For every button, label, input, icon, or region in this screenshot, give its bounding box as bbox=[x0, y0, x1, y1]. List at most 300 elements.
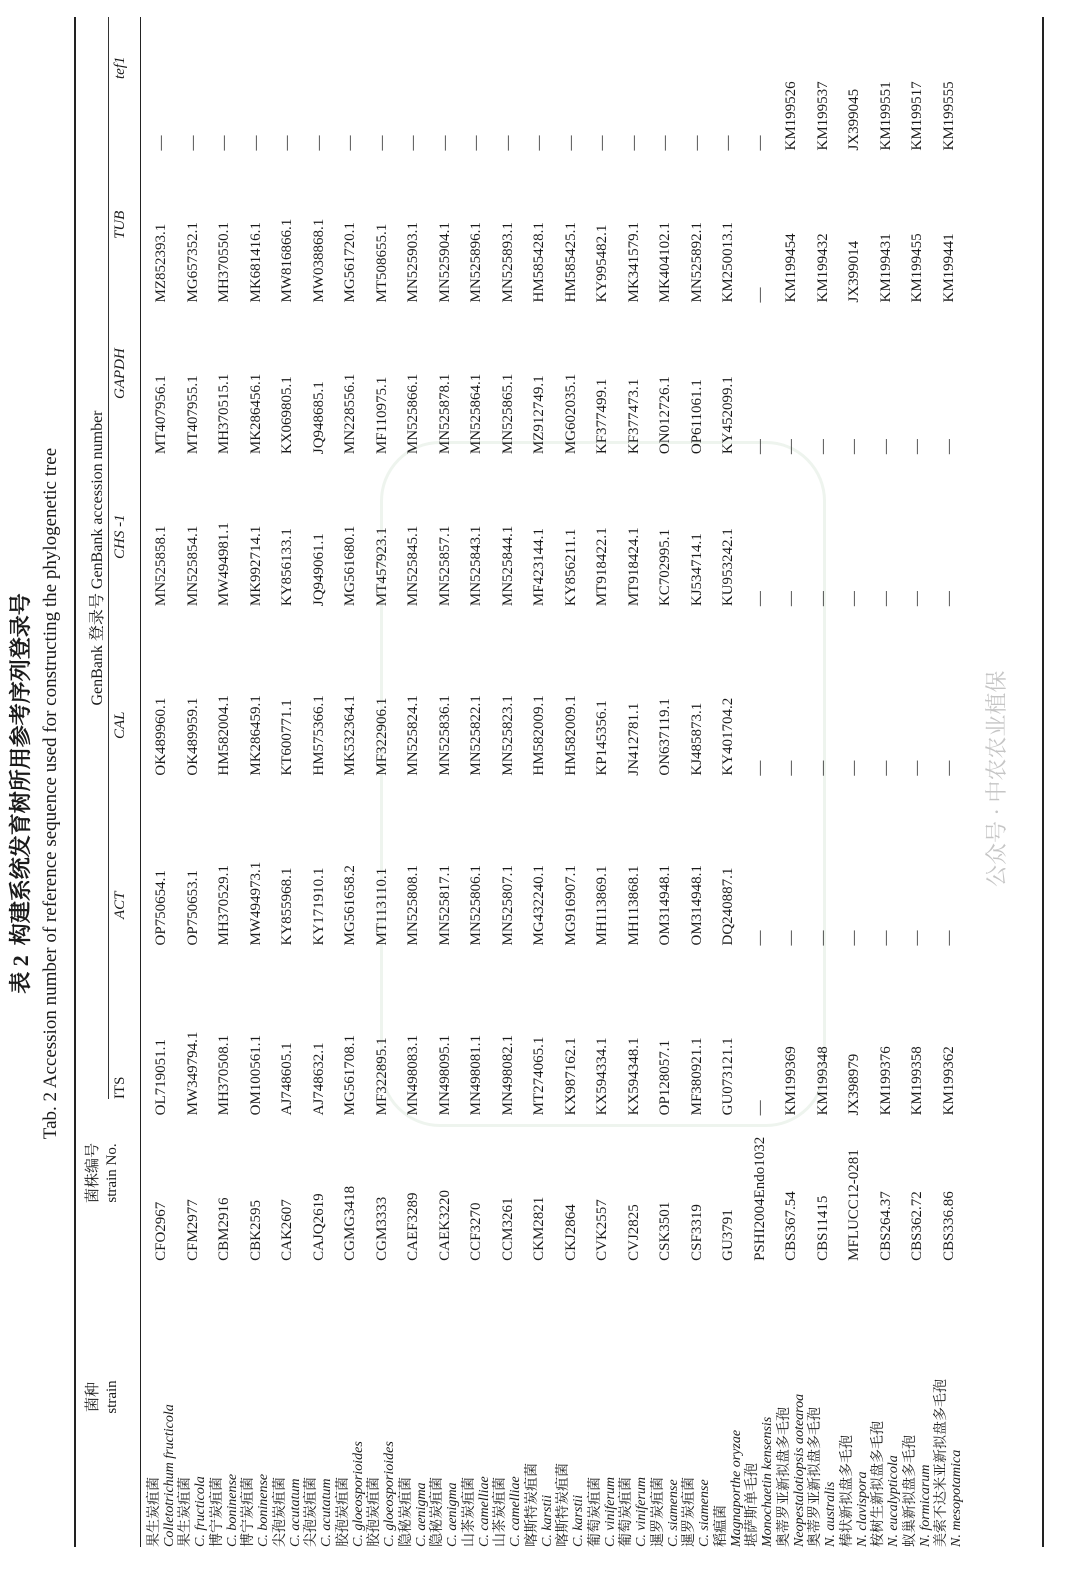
strain-no-cell: CKJ2864 bbox=[562, 1204, 579, 1261]
table-row bbox=[587, 0, 619, 1547]
strain-cell bbox=[871, 1261, 903, 1547]
accession-cell-act: — bbox=[814, 930, 831, 946]
accession-cell-its: KM199376 bbox=[877, 1046, 894, 1116]
accession-cell-tub: KM250013.1 bbox=[720, 222, 737, 303]
accession-cell-tef: — bbox=[436, 135, 453, 151]
accession-cell-chs: — bbox=[909, 591, 926, 607]
strain-name-cn: 山茶炭疽菌 bbox=[493, 1477, 509, 1547]
table-row bbox=[493, 0, 525, 1547]
accession-cell-cal: MF322906.1 bbox=[373, 697, 390, 776]
accession-cell-tub: JX399014 bbox=[846, 240, 863, 303]
accession-cell-tef: KM199551 bbox=[877, 81, 894, 151]
strain-name-latin: N. formicarum bbox=[917, 1464, 933, 1547]
table-row bbox=[178, 0, 210, 1547]
accession-cell-act: MN525817.1 bbox=[436, 865, 453, 946]
accession-cell-gapdh: — bbox=[909, 439, 926, 455]
strain-name-latin: Magnaporthe oryzae bbox=[728, 1429, 744, 1547]
strain-cell bbox=[902, 1261, 934, 1547]
strain-no-cell: CCM3261 bbox=[499, 1197, 516, 1261]
strain-name-cn: 堪萨斯单毛孢 bbox=[745, 1463, 761, 1547]
strain-name-latin: Colletotrichum fructicola bbox=[161, 1404, 177, 1547]
accession-cell-tef: KM199517 bbox=[909, 81, 926, 151]
strain-no-cell: CVK2557 bbox=[594, 1199, 611, 1261]
strain-no-cell: CAJQ2619 bbox=[310, 1193, 327, 1261]
accession-cell-gapdh: OP611061.1 bbox=[688, 379, 705, 455]
accession-cell-its: MH370508.1 bbox=[216, 1034, 233, 1116]
accession-cell-tef: — bbox=[247, 135, 264, 151]
accession-cell-gapdh: — bbox=[814, 439, 831, 455]
strain-no-cell: CAEF3289 bbox=[405, 1192, 422, 1261]
strain-name-cn: 果生炭疽菌 bbox=[178, 1477, 194, 1547]
accession-cell-tef: — bbox=[468, 135, 485, 151]
strain-cell bbox=[587, 1261, 619, 1547]
accession-cell-its: OM100561.1 bbox=[247, 1034, 264, 1116]
accession-cell-tef: JX399045 bbox=[846, 88, 863, 151]
strain-name-latin: C. aenigma bbox=[445, 1482, 461, 1547]
strain-name-cn: 博宁炭疽菌 bbox=[209, 1477, 225, 1547]
accession-cell-tub: MG657352.1 bbox=[184, 222, 201, 303]
strain-no-header-cn: 菌株编号 bbox=[85, 1143, 101, 1204]
accession-cell-chs: KU953242.1 bbox=[720, 528, 737, 607]
accession-cell-chs: MN525845.1 bbox=[405, 525, 422, 607]
table-row bbox=[808, 0, 840, 1547]
strain-no-cell: CVJ2825 bbox=[625, 1204, 642, 1261]
strain-name-latin: Neopestalotiopsis aotearoa bbox=[791, 1393, 807, 1547]
table-row bbox=[776, 0, 808, 1547]
accession-cell-chs: MG561680.1 bbox=[342, 525, 359, 607]
accession-cell-cal: HM575366.1 bbox=[310, 695, 327, 776]
table-title-cn bbox=[4, 0, 35, 1587]
table-row bbox=[934, 0, 966, 1547]
accession-cell-cal: HM582009.1 bbox=[562, 695, 579, 776]
strain-name-cn: 暹罗炭疽菌 bbox=[682, 1477, 698, 1547]
accession-cell-tub: MN525896.1 bbox=[468, 222, 485, 303]
accession-cell-tef: — bbox=[720, 135, 737, 151]
strain-no-cell: CSF3319 bbox=[688, 1204, 705, 1261]
accession-cell-act: — bbox=[940, 930, 957, 946]
accession-cell-chs: JQ949061.1 bbox=[310, 533, 327, 607]
strain-name-cn: 暹罗炭疽菌 bbox=[650, 1477, 666, 1547]
accession-cell-act: — bbox=[751, 930, 768, 946]
strain-name-cn: 隐秘炭疽菌 bbox=[398, 1477, 414, 1547]
accession-cell-cal: MN525822.1 bbox=[468, 695, 485, 776]
strain-name-cn: 胶孢炭疽菌 bbox=[335, 1477, 351, 1547]
accession-cell-gapdh: MT407956.1 bbox=[153, 375, 170, 455]
accession-cell-tub: MZ852393.1 bbox=[153, 223, 170, 303]
strain-name-latin: C. acutatum bbox=[287, 1478, 303, 1547]
accession-cell-tub: MN525903.1 bbox=[405, 222, 422, 303]
strain-cell bbox=[493, 1261, 525, 1547]
accession-cell-tub: MT508655.1 bbox=[373, 223, 390, 303]
strain-name-latin: C. aenigma bbox=[413, 1482, 429, 1547]
strain-name-latin: C. boninense bbox=[224, 1473, 240, 1547]
strain-no-cell: CBK2595 bbox=[247, 1200, 264, 1261]
strain-no-cell: CGMG3418 bbox=[342, 1185, 359, 1261]
strain-name-latin: Monochaetin kensensis bbox=[760, 1416, 776, 1547]
accession-cell-tub: MH370550.1 bbox=[216, 222, 233, 303]
accession-cell-cal: — bbox=[877, 760, 894, 776]
strain-cell bbox=[272, 1261, 304, 1547]
strain-no-cell: PSHI2004Endo1032 bbox=[751, 1136, 768, 1261]
strain-name-cn: 葡萄炭疽菌 bbox=[587, 1477, 603, 1547]
accession-table bbox=[146, 0, 965, 1547]
accession-cell-chs: MF423144.1 bbox=[531, 528, 548, 607]
accession-cell-act: MN525806.1 bbox=[468, 865, 485, 946]
accession-cell-gapdh: MN525865.1 bbox=[499, 373, 516, 455]
bottom-rule bbox=[1042, 17, 1044, 1547]
table-row bbox=[619, 0, 651, 1547]
accession-cell-gapdh: KX069805.1 bbox=[279, 376, 296, 455]
accession-cell-cal: — bbox=[783, 760, 800, 776]
strain-cell bbox=[524, 1261, 556, 1547]
strain-name-cn: 蚁巢新拟盘多毛孢 bbox=[902, 1435, 918, 1547]
strain-name-cn: 奥蒂罗亚新拟盘多毛孢 bbox=[776, 1407, 792, 1547]
accession-cell-tef: KM199537 bbox=[814, 81, 831, 151]
accession-cell-its: OL719051.1 bbox=[153, 1039, 170, 1116]
accession-cell-tef: — bbox=[310, 135, 327, 151]
table-row bbox=[745, 0, 777, 1547]
accession-cell-its: MG561708.1 bbox=[342, 1034, 359, 1116]
accession-cell-act: — bbox=[783, 930, 800, 946]
accession-cell-tub: MW816866.1 bbox=[279, 218, 296, 303]
accession-cell-act: MT113110.1 bbox=[373, 867, 390, 946]
accession-cell-its: AJ748605.1 bbox=[279, 1042, 296, 1116]
strain-header-cn: 菌种 bbox=[85, 1382, 101, 1413]
accession-cell-chs: MW494981.1 bbox=[216, 522, 233, 607]
accession-cell-its: MW349794.1 bbox=[184, 1031, 201, 1116]
accession-cell-gapdh: MT407955.1 bbox=[184, 375, 201, 455]
accession-cell-act: OP750654.1 bbox=[153, 870, 170, 946]
accession-cell-its: MF380921.1 bbox=[688, 1037, 705, 1116]
accession-cell-tub: KM199431 bbox=[877, 233, 894, 303]
accession-cell-tef: — bbox=[594, 135, 611, 151]
col-header-chs: CHS -1 bbox=[112, 514, 128, 559]
strain-cell bbox=[556, 1261, 588, 1547]
accession-cell-tub: MG561720.1 bbox=[342, 222, 359, 303]
accession-cell-cal: — bbox=[814, 760, 831, 776]
table-row bbox=[209, 0, 241, 1547]
accession-cell-its: MT274065.1 bbox=[531, 1036, 548, 1116]
table-row bbox=[367, 0, 399, 1547]
accession-cell-gapdh: MF110975.1 bbox=[373, 376, 390, 455]
accession-cell-tef: — bbox=[216, 135, 233, 151]
table-row bbox=[335, 0, 367, 1547]
strain-cell bbox=[178, 1261, 210, 1547]
accession-cell-act: MN525808.1 bbox=[405, 865, 422, 946]
accession-cell-tef: — bbox=[625, 135, 642, 151]
table-row bbox=[902, 0, 934, 1547]
strain-no-cell: CFM2977 bbox=[184, 1199, 201, 1261]
strain-name-latin: N. australis bbox=[823, 1481, 839, 1547]
strain-cell bbox=[398, 1261, 430, 1547]
accession-cell-gapdh: MZ912749.1 bbox=[531, 375, 548, 455]
strain-cell bbox=[304, 1261, 336, 1547]
accession-cell-gapdh: — bbox=[751, 439, 768, 455]
strain-name-cn: 奥蒂罗亚新拟盘多毛孢 bbox=[808, 1407, 824, 1547]
accession-cell-its: KM199348 bbox=[814, 1046, 831, 1116]
strain-cell bbox=[430, 1261, 462, 1547]
table-row bbox=[871, 0, 903, 1547]
accession-cell-act: MH113869.1 bbox=[594, 865, 611, 946]
accession-cell-chs: MN525857.1 bbox=[436, 525, 453, 607]
strain-name-cn: 喀斯特炭疽菌 bbox=[556, 1463, 572, 1547]
accession-cell-tef: — bbox=[373, 135, 390, 151]
genbank-header: GenBank 登录号 GenBank accession number bbox=[89, 410, 106, 706]
accession-cell-tef: — bbox=[499, 135, 516, 151]
accession-cell-gapdh: ON012726.1 bbox=[657, 376, 674, 455]
strain-name-cn: 棒状新拟盘多毛孢 bbox=[839, 1435, 855, 1547]
table-row bbox=[461, 0, 493, 1547]
strain-cell bbox=[808, 1261, 840, 1547]
accession-cell-chs: MN525854.1 bbox=[184, 525, 201, 607]
accession-cell-act: OM314948.1 bbox=[657, 865, 674, 946]
accession-cell-its: MN498081.1 bbox=[468, 1034, 485, 1116]
accession-cell-cal: MK532364.1 bbox=[342, 695, 359, 776]
accession-cell-tef: — bbox=[279, 135, 296, 151]
strain-cell bbox=[713, 1261, 745, 1547]
accession-cell-its: MN498083.1 bbox=[405, 1034, 422, 1116]
strain-no-cell: CFO2967 bbox=[153, 1201, 170, 1261]
accession-cell-gapdh: MG602035.1 bbox=[562, 373, 579, 455]
strain-cell bbox=[146, 1261, 178, 1547]
accession-cell-tef: — bbox=[751, 135, 768, 151]
accession-cell-tub: KM199455 bbox=[909, 233, 926, 303]
strain-cell bbox=[461, 1261, 493, 1547]
accession-cell-tef: — bbox=[531, 135, 548, 151]
accession-cell-gapdh: KF377473.1 bbox=[625, 378, 642, 455]
accession-cell-its: MF322895.1 bbox=[373, 1037, 390, 1116]
accession-cell-chs: — bbox=[940, 591, 957, 607]
strain-cell bbox=[367, 1261, 399, 1547]
strain-name-cn: 喀斯特炭疽菌 bbox=[524, 1463, 540, 1547]
accession-cell-cal: MN525836.1 bbox=[436, 695, 453, 776]
strain-no-cell: CBS362.72 bbox=[909, 1191, 926, 1261]
accession-cell-gapdh: MN525864.1 bbox=[468, 373, 485, 455]
table-row bbox=[713, 0, 745, 1547]
table-row bbox=[398, 0, 430, 1547]
accession-cell-tef: KM199555 bbox=[940, 81, 957, 151]
accession-cell-its: KX594334.1 bbox=[594, 1037, 611, 1116]
strain-name-cn: 果生炭疽菌 bbox=[146, 1477, 162, 1547]
strain-name-latin: C. boninense bbox=[256, 1473, 272, 1547]
strain-no-cell: CKM2821 bbox=[531, 1196, 548, 1261]
accession-cell-tef: KM199526 bbox=[783, 81, 800, 151]
accession-cell-chs: MT457923.1 bbox=[373, 527, 390, 607]
header-rule bbox=[140, 17, 141, 1547]
strain-name-latin: C. siamense bbox=[665, 1479, 681, 1547]
accession-cell-act: — bbox=[877, 930, 894, 946]
strain-name-cn: 隐秘炭疽菌 bbox=[430, 1477, 446, 1547]
table-row bbox=[556, 0, 588, 1547]
accession-cell-tub: KM199432 bbox=[814, 233, 831, 303]
accession-cell-its: MN498095.1 bbox=[436, 1034, 453, 1116]
strain-cell bbox=[745, 1261, 777, 1547]
accession-cell-cal: MN525824.1 bbox=[405, 695, 422, 776]
strain-no-cell: GU3791 bbox=[720, 1209, 737, 1261]
accession-cell-act: MH113868.1 bbox=[625, 865, 642, 946]
strain-name-latin: C. fructicola bbox=[193, 1476, 209, 1547]
table-row bbox=[146, 0, 178, 1547]
accession-cell-gapdh: — bbox=[940, 439, 957, 455]
accession-cell-gapdh: KF377499.1 bbox=[594, 378, 611, 455]
strain-name-latin: C. viniferum bbox=[602, 1477, 618, 1547]
accession-cell-tub: MK404102.1 bbox=[657, 222, 674, 303]
accession-cell-gapdh: MN525866.1 bbox=[405, 373, 422, 455]
strain-header bbox=[84, 1247, 122, 1547]
accession-cell-chs: MT918424.1 bbox=[625, 527, 642, 607]
accession-cell-tub: MN525892.1 bbox=[688, 222, 705, 303]
table-number: 表 2 bbox=[8, 955, 33, 994]
accession-cell-tef: — bbox=[562, 135, 579, 151]
accession-cell-its: KX594348.1 bbox=[625, 1037, 642, 1116]
accession-cell-tef: — bbox=[657, 135, 674, 151]
accession-cell-its: AJ748632.1 bbox=[310, 1042, 327, 1116]
accession-cell-cal: — bbox=[909, 760, 926, 776]
strain-header-en: strain bbox=[104, 1380, 120, 1414]
accession-cell-act: OM314948.1 bbox=[688, 865, 705, 946]
accession-cell-chs: KJ534714.1 bbox=[688, 533, 705, 607]
genbank-subrule bbox=[108, 17, 109, 1099]
table-row bbox=[839, 0, 871, 1547]
strain-cell bbox=[839, 1261, 871, 1547]
table-row bbox=[650, 0, 682, 1547]
table-row bbox=[272, 0, 304, 1547]
watermark-text: 公众号 · 中农农业植保 bbox=[984, 670, 1009, 887]
accession-cell-tub: HM585428.1 bbox=[531, 222, 548, 303]
col-header-tub: TUB bbox=[112, 210, 128, 239]
strain-name-cn: 山茶炭疽菌 bbox=[461, 1477, 477, 1547]
accession-cell-chs: MN525843.1 bbox=[468, 525, 485, 607]
accession-cell-its: MN498082.1 bbox=[499, 1034, 516, 1116]
accession-cell-chs: — bbox=[846, 591, 863, 607]
accession-cell-tub: MN525904.1 bbox=[436, 222, 453, 303]
strain-cell bbox=[241, 1261, 273, 1547]
strain-name-latin: C. viniferum bbox=[634, 1477, 650, 1547]
accession-cell-tef: — bbox=[184, 135, 201, 151]
col-header-gapdh: GAPDH bbox=[112, 348, 128, 399]
strain-name-cn: 尖孢炭疽菌 bbox=[304, 1477, 320, 1547]
strain-name-latin: N. clavispora bbox=[854, 1471, 870, 1547]
accession-cell-chs: KY856133.1 bbox=[279, 528, 296, 607]
strain-no-header bbox=[84, 1099, 122, 1247]
table-row bbox=[241, 0, 273, 1547]
accession-cell-act: OP750653.1 bbox=[184, 870, 201, 946]
accession-cell-gapdh: JQ948685.1 bbox=[310, 381, 327, 455]
accession-cell-chs: — bbox=[751, 591, 768, 607]
col-header-cal: CAL bbox=[112, 711, 128, 739]
accession-cell-tub: — bbox=[751, 287, 768, 303]
accession-cell-gapdh: — bbox=[783, 439, 800, 455]
strain-cell bbox=[335, 1261, 367, 1547]
accession-cell-tef: — bbox=[342, 135, 359, 151]
strain-name-latin: C. camelliae bbox=[508, 1476, 524, 1547]
accession-cell-chs: — bbox=[877, 591, 894, 607]
accession-cell-tub: MK341579.1 bbox=[625, 222, 642, 303]
accession-cell-cal: KT600771.1 bbox=[279, 699, 296, 776]
accession-cell-its: JX398979 bbox=[846, 1053, 863, 1116]
accession-cell-act: MG432240.1 bbox=[531, 865, 548, 946]
accession-cell-gapdh: MK286456.1 bbox=[247, 373, 264, 455]
accession-cell-chs: KC702995.1 bbox=[657, 529, 674, 607]
accession-cell-cal: HM582009.1 bbox=[531, 695, 548, 776]
accession-cell-tub: MW038868.1 bbox=[310, 218, 327, 303]
table-row bbox=[682, 0, 714, 1547]
accession-cell-gapdh: — bbox=[846, 439, 863, 455]
strain-no-cell: CGM3333 bbox=[373, 1196, 390, 1261]
accession-cell-chs: MN525858.1 bbox=[153, 525, 170, 607]
accession-cell-act: MH370529.1 bbox=[216, 865, 233, 946]
strain-no-cell: CSK3501 bbox=[657, 1201, 674, 1261]
strain-no-cell: CAEK3220 bbox=[436, 1190, 453, 1261]
accession-cell-chs: — bbox=[814, 591, 831, 607]
strain-name-latin: C. karstii bbox=[571, 1494, 587, 1547]
accession-cell-chs: KY856211.1 bbox=[562, 528, 579, 607]
accession-cell-cal: MN525823.1 bbox=[499, 695, 516, 776]
strain-name-latin: C. karstii bbox=[539, 1494, 555, 1547]
strain-name-cn: 尖孢炭疽菌 bbox=[272, 1477, 288, 1547]
strain-cell bbox=[682, 1261, 714, 1547]
strain-name-cn: 稻瘟菌 bbox=[713, 1505, 729, 1547]
strain-cell bbox=[619, 1261, 651, 1547]
accession-cell-act: DQ240887.1 bbox=[720, 867, 737, 946]
accession-cell-cal: — bbox=[846, 760, 863, 776]
top-rule bbox=[74, 17, 76, 1547]
accession-cell-tub: KY995482.1 bbox=[594, 224, 611, 303]
strain-no-cell: CCF3270 bbox=[468, 1202, 485, 1261]
accession-cell-act: — bbox=[909, 930, 926, 946]
strain-name-cn: 胶孢炭疽菌 bbox=[367, 1477, 383, 1547]
strain-name-latin: C. camelliae bbox=[476, 1476, 492, 1547]
strain-no-cell: CBS336.86 bbox=[940, 1191, 957, 1261]
accession-cell-cal: OK489960.1 bbox=[153, 697, 170, 776]
accession-cell-act: MG561658.2 bbox=[342, 865, 359, 946]
strain-name-latin: C. gloeosporioides bbox=[350, 1441, 366, 1547]
strain-name-latin: C. acutatum bbox=[319, 1478, 335, 1547]
accession-cell-cal: — bbox=[940, 760, 957, 776]
accession-cell-tub: KM199454 bbox=[783, 233, 800, 303]
accession-cell-act: MN525807.1 bbox=[499, 865, 516, 946]
strain-name-cn: 葡萄炭疽菌 bbox=[619, 1477, 635, 1547]
accession-cell-its: KX987162.1 bbox=[562, 1037, 579, 1116]
strain-no-header-en: strain No. bbox=[104, 1143, 120, 1203]
accession-cell-gapdh: MN525878.1 bbox=[436, 373, 453, 455]
strain-no-cell: CBS11415 bbox=[814, 1195, 831, 1261]
accession-cell-act: KY171910.1 bbox=[310, 867, 327, 946]
accession-cell-act: — bbox=[846, 930, 863, 946]
accession-cell-tub: HM585425.1 bbox=[562, 222, 579, 303]
accession-cell-cal: ON637119.1 bbox=[657, 698, 674, 776]
accession-cell-chs: — bbox=[783, 591, 800, 607]
strain-cell bbox=[650, 1261, 682, 1547]
accession-cell-gapdh: — bbox=[877, 439, 894, 455]
accession-cell-chs: MN525844.1 bbox=[499, 525, 516, 607]
table-row bbox=[304, 0, 336, 1547]
accession-cell-tub: MK681416.1 bbox=[247, 222, 264, 303]
strain-cell bbox=[934, 1261, 966, 1547]
strain-no-cell: CBS367.54 bbox=[783, 1191, 800, 1261]
accession-cell-chs: MT918422.1 bbox=[594, 527, 611, 607]
accession-cell-tub: KM199441 bbox=[940, 233, 957, 303]
accession-cell-tef: — bbox=[153, 135, 170, 151]
accession-cell-its: OP128057.1 bbox=[657, 1039, 674, 1116]
accession-cell-cal: KY401704.2 bbox=[720, 697, 737, 776]
strain-name-cn: 桉树生新拟盘多毛孢 bbox=[871, 1421, 887, 1547]
accession-cell-gapdh: KY452099.1 bbox=[720, 376, 737, 455]
strain-no-cell: CBM2916 bbox=[216, 1197, 233, 1261]
accession-cell-its: KM199362 bbox=[940, 1046, 957, 1116]
strain-cell bbox=[776, 1261, 808, 1547]
accession-cell-tef: — bbox=[405, 135, 422, 151]
